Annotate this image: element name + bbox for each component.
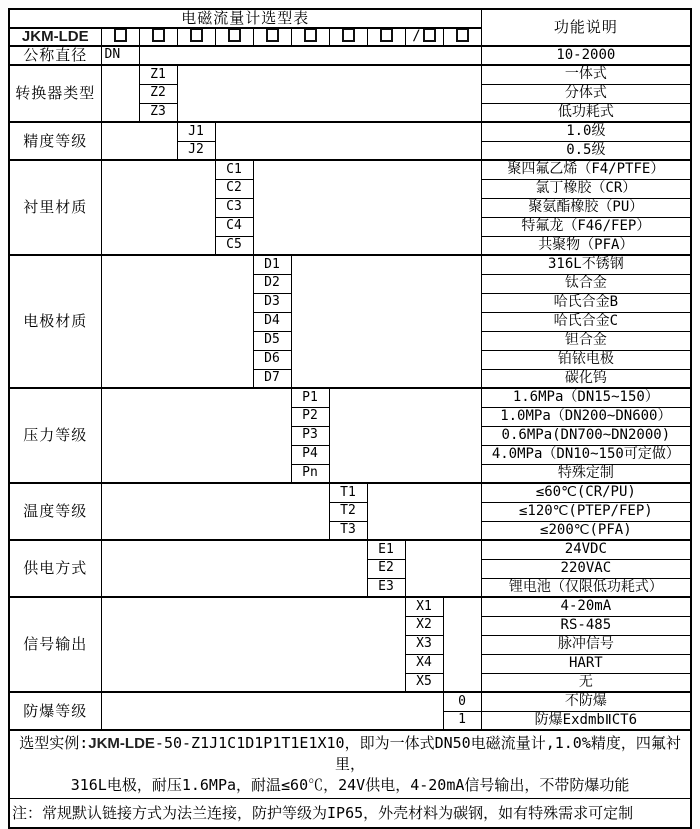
footnote: 注：常规默认链接方式为法兰连接，防护等级为IP65，外壳材料为碳钢，如有特殊需求可定制 (9, 799, 691, 829)
description-cell: 316L不锈钢 (481, 255, 691, 274)
code-cell: T2 (329, 502, 367, 521)
description-cell: ≤120℃(PTEP/FEP) (481, 502, 691, 521)
description-cell: 一体式 (481, 65, 691, 84)
example-prefix: 选型实例: (19, 734, 89, 752)
code-cell: D2 (253, 274, 291, 293)
model-code-slot[interactable] (177, 28, 215, 47)
code-checkbox-icon[interactable] (228, 28, 241, 42)
code-cell: Z2 (139, 84, 177, 103)
code-cell: D4 (253, 312, 291, 331)
description-cell: 哈氏合金C (481, 312, 691, 331)
description-cell: 共聚物（PFA） (481, 236, 691, 255)
model-code-slot[interactable] (291, 28, 329, 47)
empty-cell (101, 65, 139, 122)
selection-example (9, 730, 691, 799)
code-cell: C3 (215, 198, 253, 217)
description-cell: 钽合金 (481, 331, 691, 350)
empty-cell (139, 46, 481, 65)
description-cell: 0.5级 (481, 141, 691, 160)
model-code-slot[interactable] (253, 28, 291, 47)
code-checkbox-icon[interactable] (190, 28, 203, 42)
description-cell: 不防爆 (481, 692, 691, 711)
code-cell: P2 (291, 407, 329, 426)
description-cell: 4-20mA (481, 597, 691, 616)
empty-cell (215, 122, 481, 160)
code-cell: 1 (443, 711, 481, 730)
description-cell: ≤60℃(CR/PU) (481, 483, 691, 502)
section-label: 供电方式 (9, 540, 101, 597)
description-cell: 脉冲信号 (481, 635, 691, 654)
section-label: 防爆等级 (9, 692, 101, 730)
empty-cell (405, 540, 481, 597)
description-cell: 无 (481, 673, 691, 692)
code-cell: C1 (215, 160, 253, 179)
code-cell: E2 (367, 559, 405, 578)
code-cell: C2 (215, 179, 253, 198)
model-prefix: JKM-LDE (9, 28, 101, 47)
section-label: 电极材质 (9, 255, 101, 388)
code-cell: X4 (405, 654, 443, 673)
description-cell: 1.0MPa（DN200~DN600） (481, 407, 691, 426)
selection-table (8, 8, 692, 829)
code-cell: C4 (215, 217, 253, 236)
empty-cell (253, 160, 481, 255)
code-cell: X3 (405, 635, 443, 654)
model-code-slot[interactable] (367, 28, 405, 47)
code-cell: D6 (253, 350, 291, 369)
description-cell: 锂电池（仅限低功耗式） (481, 578, 691, 597)
example-line1: -50-Z1J1C1D1P1T1E1X10，即为一体式DN50电磁流量计,1.0%精度，四氟衬里， (154, 734, 681, 773)
description-cell: 氯丁橡胶（CR） (481, 179, 691, 198)
code-checkbox-icon[interactable] (423, 28, 436, 42)
description-cell: 钛合金 (481, 274, 691, 293)
description-cell: 哈氏合金B (481, 293, 691, 312)
section-label: 信号输出 (9, 597, 101, 692)
model-code-slot[interactable] (101, 28, 139, 47)
code-cell: D7 (253, 369, 291, 388)
section-label: 压力等级 (9, 388, 101, 483)
empty-cell (101, 388, 291, 483)
code-cell: 0 (443, 692, 481, 711)
code-cell: E3 (367, 578, 405, 597)
empty-cell (101, 160, 215, 255)
description-cell: 聚四氟乙烯（F4/PTFE） (481, 160, 691, 179)
section-label: 精度等级 (9, 122, 101, 160)
code-checkbox-icon[interactable] (114, 28, 127, 42)
slash-separator: / (412, 28, 421, 45)
code-cell: T1 (329, 483, 367, 502)
code-cell: X1 (405, 597, 443, 616)
code-cell: J1 (177, 122, 215, 141)
section-label: 公称直径 (9, 46, 101, 65)
description-cell: 1.6MPa（DN15~150） (481, 388, 691, 407)
description-cell: 特氟龙（F46/FEP） (481, 217, 691, 236)
empty-cell (291, 255, 481, 388)
description-cell: 220VAC (481, 559, 691, 578)
model-code-slot[interactable] (139, 28, 177, 47)
code-cell: E1 (367, 540, 405, 559)
code-cell: D1 (253, 255, 291, 274)
code-cell: C5 (215, 236, 253, 255)
code-cell: P1 (291, 388, 329, 407)
section-label: 转换器类型 (9, 65, 101, 122)
code-cell: X2 (405, 616, 443, 635)
model-code-slot[interactable] (443, 28, 481, 47)
empty-cell (443, 597, 481, 692)
empty-cell (101, 540, 367, 597)
description-cell: RS-485 (481, 616, 691, 635)
code-checkbox-icon[interactable] (342, 28, 355, 42)
description-cell: HART (481, 654, 691, 673)
code-checkbox-icon[interactable] (152, 28, 165, 42)
description-cell: 10-2000 (481, 46, 691, 65)
empty-cell (367, 483, 481, 540)
code-cell: D5 (253, 331, 291, 350)
code-checkbox-icon[interactable] (304, 28, 317, 42)
code-cell: Z3 (139, 103, 177, 122)
code-checkbox-icon[interactable] (456, 28, 469, 42)
code-checkbox-icon[interactable] (266, 28, 279, 42)
code-cell: T3 (329, 521, 367, 540)
description-cell: 特殊定制 (481, 464, 691, 483)
description-cell: 1.0级 (481, 122, 691, 141)
page-title: 电磁流量计选型表 (9, 9, 481, 28)
description-cell: 碳化钨 (481, 369, 691, 388)
code-cell: D3 (253, 293, 291, 312)
code-cell: P4 (291, 445, 329, 464)
section-label: 衬里材质 (9, 160, 101, 255)
description-cell: 0.6MPa(DN700~DN2000) (481, 426, 691, 445)
example-line2: 316L电极，耐压1.6MPa，耐温≤60℃，24V供电，4-20mA信号输出，不带防爆功能 (70, 776, 630, 794)
model-code-slot[interactable] (215, 28, 253, 47)
description-cell: 分体式 (481, 84, 691, 103)
model-code-slot[interactable] (405, 28, 443, 47)
function-description-header: 功能说明 (481, 9, 691, 46)
description-cell: ≤200℃(PFA) (481, 521, 691, 540)
empty-cell (177, 65, 481, 122)
code-cell: P3 (291, 426, 329, 445)
code-cell: J2 (177, 141, 215, 160)
code-cell: DN (101, 46, 139, 65)
empty-cell (329, 388, 481, 483)
description-cell: 24VDC (481, 540, 691, 559)
description-cell: 防爆ExdmbⅡCT6 (481, 711, 691, 730)
description-cell: 铂铱电极 (481, 350, 691, 369)
code-checkbox-icon[interactable] (380, 28, 393, 42)
empty-cell (101, 122, 177, 160)
example-model: JKM-LDE (88, 735, 155, 752)
section-label: 温度等级 (9, 483, 101, 540)
description-cell: 4.0MPa（DN10~150可定做） (481, 445, 691, 464)
description-cell: 聚氨酯橡胶（PU） (481, 198, 691, 217)
description-cell: 低功耗式 (481, 103, 691, 122)
empty-cell (101, 597, 405, 692)
empty-cell (101, 483, 329, 540)
empty-cell (101, 255, 253, 388)
code-cell: Pn (291, 464, 329, 483)
model-code-slot[interactable] (329, 28, 367, 47)
empty-cell (101, 692, 443, 730)
code-cell: Z1 (139, 65, 177, 84)
code-cell: X5 (405, 673, 443, 692)
